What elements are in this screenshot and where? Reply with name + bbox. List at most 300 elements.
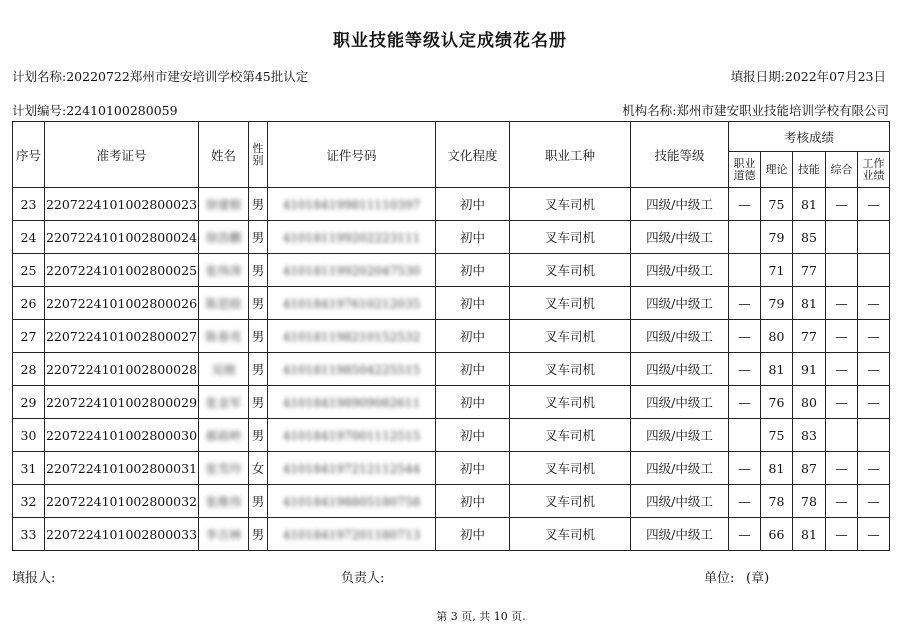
row-exam-no-text: 2207224101002800032 [45,493,198,509]
row-name [199,254,249,287]
row-theory-score [761,518,793,551]
row-name-text: 徐建根 [205,197,242,212]
row-education-text: 初中 [459,296,485,311]
plan-number-value: 22410100280059 [66,103,178,118]
row-theory-score-text: 79 [768,295,785,311]
row-skill-level [631,386,729,419]
fill-date-value: 2022年07月23日 [784,69,886,84]
row-ethics-score [729,254,761,287]
row-skill-score-text: 77 [801,262,817,278]
row-exam-no [45,320,199,353]
document-title: 职业技能等级认定成绩花名册 [333,31,567,51]
row-skill-level [631,452,729,485]
table-row [13,287,890,320]
row-name [199,221,249,254]
row-skill-score [793,386,826,419]
row-skill-level-text: 四级/中级工 [646,428,713,443]
row-seq [13,254,45,287]
row-performance-score [858,287,890,320]
row-occupation-text: 叉车司机 [544,428,595,443]
row-seq-text: 32 [20,493,37,509]
row-gender [249,518,268,551]
row-name-text: 张伟涛 [205,263,242,278]
row-skill-score-text: 81 [801,196,817,212]
row-name-text: 徐浩鹏 [205,230,242,245]
row-occupation-text: 叉车司机 [544,296,595,311]
row-seq [13,452,45,485]
row-id-no-text: 410181199202223111 [282,230,421,245]
row-gender [249,287,268,320]
row-comprehensive-score [826,386,858,419]
row-performance-score [858,452,890,485]
row-comprehensive-score [826,485,858,518]
row-gender-text: 男 [251,329,265,344]
row-name-text: 吴刚 [211,362,236,377]
row-seq-text: 28 [20,361,37,377]
row-theory-score [761,386,793,419]
row-id-no [268,485,436,518]
row-theory-score-text: 81 [768,460,785,476]
row-id-no-text: 410184198805180758 [282,494,421,509]
row-theory-score-text: 76 [768,394,785,410]
row-seq [13,419,45,452]
row-comprehensive-score [826,254,858,287]
plan-name-value: 20220722郑州市建安培训学校第45批认定 [66,69,309,84]
row-gender-text: 男 [251,263,265,278]
row-seq-text: 33 [20,526,37,542]
row-seq-text: 31 [20,460,37,476]
row-theory-score [761,320,793,353]
header-name: 姓名 [199,122,249,188]
row-ethics-score [729,485,761,518]
row-gender-text: 男 [251,494,265,509]
row-skill-score-text: 80 [801,394,817,410]
row-exam-no [45,419,199,452]
row-performance-score-text: — [867,196,880,212]
row-name-text: 郝前岭 [205,428,242,443]
header-skill-level: 技能等级 [631,122,729,188]
organization-value: 郑州市建安职业技能培训学校有限公司 [676,103,889,118]
row-exam-no [45,221,199,254]
table-row [13,518,890,551]
row-name-text: 陈思晗 [205,296,242,311]
row-ethics-score-text: — [738,328,751,344]
table-row [13,188,890,221]
row-skill-score [793,320,826,353]
row-comprehensive-score-text: — [835,295,848,311]
row-comprehensive-score-text: — [835,460,848,476]
row-exam-no [45,452,199,485]
row-name [199,188,249,221]
row-gender-text: 男 [251,428,265,443]
row-performance-score-text: — [867,328,880,344]
plan-number-line [12,101,178,119]
row-education-text: 初中 [459,197,485,212]
row-name [199,353,249,386]
row-education-text: 初中 [459,461,485,476]
row-skill-level [631,518,729,551]
row-occupation [510,287,631,320]
row-id-no [268,287,436,320]
organization-label: 机构名称: [622,103,677,118]
row-skill-level-text: 四级/中级工 [646,461,713,476]
row-comprehensive-score-text: — [835,394,848,410]
row-ethics-score [729,518,761,551]
row-seq [13,221,45,254]
row-seq-text: 29 [20,394,37,410]
row-performance-score [858,485,890,518]
row-comprehensive-score-text: — [835,196,848,212]
row-gender-text: 男 [251,296,265,311]
row-ethics-score [729,452,761,485]
row-exam-no-text: 2207224101002800026 [45,295,198,311]
row-theory-score [761,221,793,254]
score-roster-table [12,121,890,551]
row-comprehensive-score [826,287,858,320]
row-gender [249,353,268,386]
row-performance-score [858,518,890,551]
row-skill-level [631,320,729,353]
row-performance-score-text: — [867,295,880,311]
row-skill-score-text: 83 [801,427,817,443]
row-ethics-score-text: — [738,460,751,476]
row-ethics-score [729,353,761,386]
row-id-no-text: 410184198909082611 [282,395,421,410]
row-theory-score-text: 71 [768,262,785,278]
row-education [436,320,510,353]
table-row [13,320,890,353]
row-skill-level [631,221,729,254]
row-occupation [510,419,631,452]
row-skill-score-text: 78 [801,493,817,509]
page-number: 第 3 页, 共 10 页. [436,610,526,623]
header-theory: 理论 [761,152,793,188]
row-ethics-score-text: — [738,361,751,377]
row-name-text: 张金军 [205,395,242,410]
row-theory-score-text: 79 [768,229,785,245]
row-occupation [510,188,631,221]
header-skill: 技能 [793,152,826,188]
row-id-no-text: 410184197201180713 [282,527,421,542]
row-gender-text: 女 [251,461,265,476]
row-skill-level [631,419,729,452]
row-name-text: 李吉林 [205,527,242,542]
row-theory-score [761,452,793,485]
row-seq [13,287,45,320]
row-skill-score [793,287,826,320]
row-performance-score [858,419,890,452]
row-id-no [268,419,436,452]
row-education [436,419,510,452]
row-education-text: 初中 [459,527,485,542]
row-comprehensive-score [826,452,858,485]
row-occupation-text: 叉车司机 [544,197,595,212]
row-occupation [510,221,631,254]
row-gender-text: 男 [251,230,265,245]
row-theory-score [761,353,793,386]
row-name [199,485,249,518]
row-exam-no-text: 2207224101002800033 [45,526,198,542]
row-seq [13,518,45,551]
table-row [13,221,890,254]
row-performance-score [858,254,890,287]
row-skill-score-text: 77 [801,328,817,344]
header-seq: 序号 [13,122,45,188]
row-comprehensive-score [826,221,858,254]
row-occupation [510,254,631,287]
row-seq [13,353,45,386]
row-id-no-text: 410184197001112515 [282,428,421,443]
row-name [199,287,249,320]
row-exam-no-text: 2207224101002800030 [45,427,198,443]
row-skill-score-text: 85 [801,229,817,245]
row-theory-score-text: 80 [768,328,785,344]
row-ethics-score-text: — [738,295,751,311]
row-ethics-score-text: — [738,493,751,509]
row-exam-no [45,287,199,320]
row-skill-score-text: 91 [801,361,817,377]
row-education [436,287,510,320]
table-row [13,419,890,452]
row-occupation [510,452,631,485]
row-id-no [268,320,436,353]
header-comprehensive: 综合 [826,152,858,188]
row-theory-score-text: 78 [768,493,785,509]
row-id-no [268,452,436,485]
row-occupation [510,353,631,386]
row-seq-text: 23 [20,196,37,212]
row-gender-text: 男 [251,362,265,377]
row-name [199,518,249,551]
row-id-no-text: 410184199811110397 [282,197,421,212]
row-skill-score [793,419,826,452]
row-name-text: 陈春亮 [205,329,242,344]
row-performance-score-text: — [867,460,880,476]
row-skill-level-text: 四级/中级工 [646,527,713,542]
row-skill-score [793,485,826,518]
row-skill-score-text: 81 [801,295,817,311]
roster-body [13,188,890,551]
row-education-text: 初中 [459,395,485,410]
row-skill-score [793,353,826,386]
row-performance-score-text: — [867,493,880,509]
row-skill-score-text: 81 [801,526,817,542]
row-education [436,221,510,254]
row-skill-score [793,188,826,221]
row-skill-level-text: 四级/中级工 [646,329,713,344]
row-comprehensive-score [826,320,858,353]
row-skill-level-text: 四级/中级工 [646,494,713,509]
row-ethics-score [729,320,761,353]
row-name-text: 张维伟 [205,494,242,509]
row-occupation [510,485,631,518]
row-skill-score [793,518,826,551]
row-ethics-score [729,221,761,254]
row-exam-no [45,485,199,518]
row-ethics-score [729,287,761,320]
row-gender-text: 男 [251,527,265,542]
header-education: 文化程度 [436,122,510,188]
row-skill-level [631,188,729,221]
plan-name-line [12,67,308,85]
header-exam-no: 准考证号 [45,122,199,188]
row-gender [249,485,268,518]
row-skill-score [793,254,826,287]
row-name [199,386,249,419]
row-theory-score [761,254,793,287]
row-ethics-score-text: — [738,526,751,542]
row-gender [249,419,268,452]
header-id-no: 证件号码 [268,122,436,188]
row-id-no [268,221,436,254]
row-seq-text: 26 [20,295,37,311]
row-id-no-text: 410184197610212035 [282,296,421,311]
row-comprehensive-score [826,419,858,452]
row-comprehensive-score [826,518,858,551]
row-skill-score-text: 87 [801,460,817,476]
row-exam-no-text: 2207224101002800024 [45,229,198,245]
row-occupation-text: 叉车司机 [544,395,595,410]
row-education-text: 初中 [459,494,485,509]
row-theory-score-text: 81 [768,361,785,377]
row-id-no-text: 410181198210152532 [282,329,421,344]
row-skill-score [793,221,826,254]
row-name-text: 张雪玲 [205,461,242,476]
row-gender [249,188,268,221]
row-skill-level-text: 四级/中级工 [646,395,713,410]
row-skill-level-text: 四级/中级工 [646,263,713,278]
row-education [436,188,510,221]
row-id-no [268,353,436,386]
row-exam-no-text: 2207224101002800023 [45,196,198,212]
row-id-no-text: 410184197212112544 [282,461,421,476]
seal-label: (章) [746,571,770,586]
row-exam-no [45,254,199,287]
header-gender: 性别 [249,122,268,188]
row-performance-score-text: — [867,361,880,377]
row-id-no-text: 410181199202047530 [282,263,421,278]
row-exam-no-text: 2207224101002800029 [45,394,198,410]
row-education [436,386,510,419]
row-ethics-score [729,386,761,419]
row-theory-score [761,287,793,320]
row-exam-no-text: 2207224101002800031 [45,460,198,476]
filler-label: 填报人: [12,571,56,586]
row-occupation-text: 叉车司机 [544,527,595,542]
row-skill-score [793,452,826,485]
row-performance-score [858,320,890,353]
row-theory-score-text: 66 [768,526,785,542]
row-skill-level-text: 四级/中级工 [646,230,713,245]
row-education [436,452,510,485]
row-exam-no [45,353,199,386]
row-skill-level [631,485,729,518]
row-seq [13,386,45,419]
row-exam-no-text: 2207224101002800025 [45,262,198,278]
unit-label: 单位: [704,571,735,586]
header-occupation: 职业工种 [510,122,631,188]
row-gender [249,386,268,419]
row-ethics-score [729,188,761,221]
row-ethics-score [729,419,761,452]
row-id-no [268,254,436,287]
row-exam-no [45,188,199,221]
row-name [199,452,249,485]
header-ethics: 职业道德 [729,152,761,188]
row-occupation [510,518,631,551]
row-seq [13,188,45,221]
row-theory-score-text: 75 [768,196,785,212]
plan-number-label: 计划编号: [12,103,67,118]
header-performance: 工作业绩 [858,152,890,188]
row-comprehensive-score-text: — [835,493,848,509]
row-skill-level-text: 四级/中级工 [646,296,713,311]
row-gender-text: 男 [251,197,265,212]
row-comprehensive-score [826,353,858,386]
row-performance-score-text: — [867,526,880,542]
row-occupation-text: 叉车司机 [544,263,595,278]
row-seq [13,320,45,353]
row-theory-score [761,419,793,452]
row-education-text: 初中 [459,329,485,344]
row-exam-no-text: 2207224101002800028 [45,361,198,377]
row-performance-score [858,221,890,254]
row-exam-no-text: 2207224101002800027 [45,328,198,344]
row-occupation-text: 叉车司机 [544,461,595,476]
row-id-no [268,188,436,221]
row-education [436,254,510,287]
row-performance-score [858,386,890,419]
row-comprehensive-score-text: — [835,526,848,542]
row-education-text: 初中 [459,230,485,245]
row-seq-text: 30 [20,427,37,443]
row-name [199,320,249,353]
row-comprehensive-score-text: — [835,361,848,377]
table-row [13,485,890,518]
row-gender [249,254,268,287]
row-comprehensive-score [826,188,858,221]
table-row [13,386,890,419]
row-skill-level [631,353,729,386]
row-gender [249,320,268,353]
fill-date-line [731,67,886,85]
row-education [436,353,510,386]
row-comprehensive-score-text: — [835,328,848,344]
row-id-no-text: 410181198504225515 [282,362,421,377]
row-occupation-text: 叉车司机 [544,362,595,377]
row-ethics-score-text: — [738,196,751,212]
row-skill-level-text: 四级/中级工 [646,197,713,212]
row-gender-text: 男 [251,395,265,410]
row-occupation-text: 叉车司机 [544,230,595,245]
row-education-text: 初中 [459,263,485,278]
table-row [13,254,890,287]
header-scores-group: 考核成绩 [729,122,890,152]
row-gender [249,221,268,254]
row-exam-no [45,386,199,419]
row-performance-score-text: — [867,394,880,410]
organization-line [622,101,889,119]
row-skill-level [631,287,729,320]
row-education [436,485,510,518]
responsible-label: 负责人: [341,571,385,586]
row-seq-text: 27 [20,328,37,344]
row-education-text: 初中 [459,428,485,443]
row-seq [13,485,45,518]
row-id-no [268,518,436,551]
row-name [199,419,249,452]
row-theory-score [761,485,793,518]
